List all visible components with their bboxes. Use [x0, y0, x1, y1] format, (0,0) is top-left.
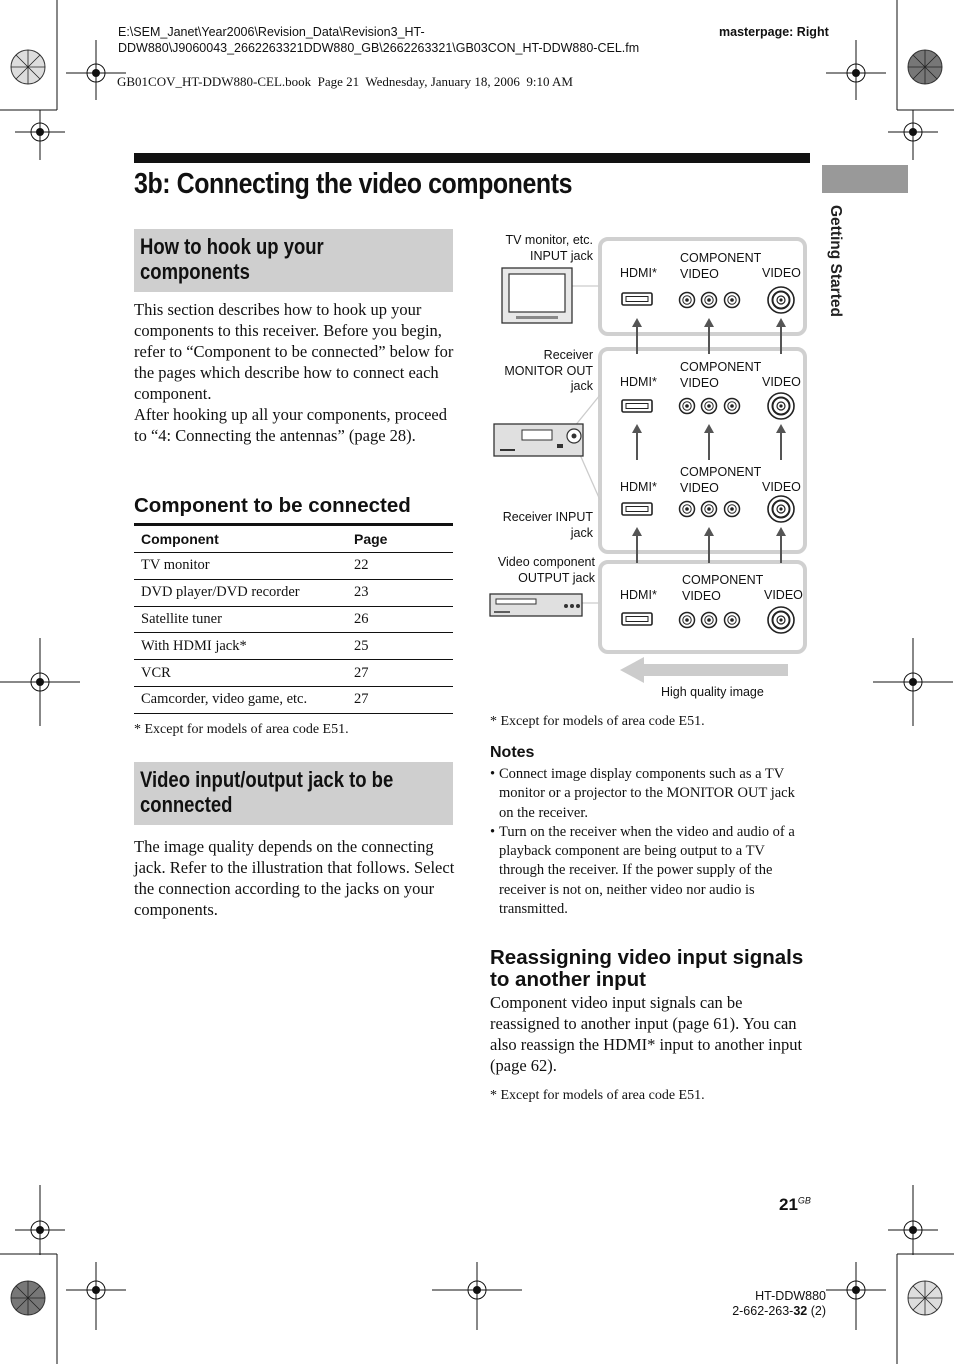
label-monitor-out: Receiver MONITOR OUT jack	[504, 348, 593, 393]
tv-monitor-icon	[502, 268, 572, 323]
section-heading-hookup: How to hook up your components	[134, 229, 453, 292]
table-row: Satellite tuner 26	[134, 606, 453, 633]
side-tab	[822, 165, 908, 193]
video-label: VIDEO	[764, 588, 803, 602]
column-header-component: Component	[134, 525, 347, 553]
book-info: GB01COV_HT-DDW880-CEL.book Page 21 Wednesday, January 18, 2006 9:10 AM	[117, 74, 573, 89]
component-video-label: COMPONENT VIDEO	[680, 465, 762, 495]
component-output-jacks	[622, 607, 794, 633]
diagram-footnote: * Except for models of area code E51.	[490, 714, 705, 729]
catalog-code: 2-662-263-32 (2)	[732, 1304, 826, 1318]
connection-diagram	[480, 225, 820, 705]
high-quality-label: High quality image	[661, 685, 764, 699]
list-item: • Connect image display components such as a TV monitor or a projector to the MONITOR OUT jack on the receiver.	[490, 765, 810, 823]
table-row: TV monitor 22	[134, 553, 453, 580]
masterpage-label: masterpage: Right	[719, 25, 829, 39]
reassign-heading: Reassigning video input signals to another input	[490, 946, 804, 991]
column-header-page: Page	[347, 525, 453, 553]
quality-arrow-icon	[620, 657, 788, 683]
label-component-output: Video component OUTPUT jack	[497, 555, 595, 585]
tv-input-jacks	[622, 287, 794, 313]
title-bar	[134, 153, 810, 163]
receiver-input-jacks	[622, 496, 794, 522]
signal-arrows	[632, 318, 786, 563]
reassign-footnote: * Except for models of area code E51.	[490, 1088, 705, 1103]
video-jack-description: The image quality depends on the connecting jack. Refer to the illustration that follows. Select the connection according to the jacks on your components.	[134, 837, 455, 919]
video-label: VIDEO	[762, 375, 801, 389]
table-footnote: * Except for models of area code E51.	[134, 722, 349, 737]
video-label: VIDEO	[762, 480, 801, 494]
reassign-description: Component video input signals can be reassigned to another input (page 61). You can also reassign the HDMI* input to another input (page 62).	[490, 993, 803, 1075]
page-title: 3b: Connecting the video components	[134, 168, 573, 200]
page-number: $21^{GB}$	[779, 1195, 811, 1214]
hdmi-label: HDMI*	[620, 480, 657, 494]
hdmi-label: HDMI*	[620, 588, 657, 602]
hdmi-label: HDMI*	[620, 375, 657, 389]
table-row: Camcorder, video game, etc. 27	[134, 686, 453, 713]
section-heading-video-jack: Video input/output jack to be connected	[134, 762, 453, 825]
monitor-out-jacks	[622, 393, 794, 419]
component-table-title: Component to be connected	[134, 494, 411, 517]
table-row: VCR 27	[134, 660, 453, 687]
model-number: HT-DDW880 2-662-263-32 (2)	[700, 1289, 826, 1319]
component-video-label: COMPONENT VIDEO	[682, 573, 764, 603]
dvd-player-icon	[490, 594, 582, 616]
table-row: With HDMI jack* 25	[134, 633, 453, 660]
hdmi-label: HDMI*	[620, 266, 657, 280]
list-item: • Turn on the receiver when the video and audio of a playback component are being output to a TV through the receiver. If the power supply of the receiver is not on, neither video nor audio is transmitted.	[490, 823, 810, 919]
component-video-label: COMPONENT VIDEO	[680, 360, 762, 390]
component-video-label: COMPONENT VIDEO	[680, 251, 762, 281]
label-receiver-input: Receiver INPUT jack	[502, 510, 593, 540]
hookup-description: This section describes how to hook up your components to this receiver. Before you begin, refer to “Component to be connected” below for the pages which describe how to connect each component. After hooking up all your components, proceed to “4: Connecting the antennas” (page 28).	[134, 300, 454, 445]
notes-list	[490, 765, 810, 919]
table-row: DVD player/DVD recorder 23	[134, 579, 453, 606]
file-path: E:\SEM_Janet\Year2006\Revision_Data\Revision3_HT- DDW880\J9060043_2662263321DDW880_GB\2662263321\GB03CON_HT-DDW880-CEL.fm	[118, 25, 640, 55]
side-tab-label: Getting Started	[827, 205, 844, 317]
label-tv-input: TV monitor, etc. INPUT jack	[505, 233, 593, 263]
table-header-row	[134, 525, 453, 553]
receiver-icon	[494, 424, 583, 456]
notes-title: Notes	[490, 744, 535, 761]
video-label: VIDEO	[762, 266, 801, 280]
component-table	[134, 523, 453, 714]
